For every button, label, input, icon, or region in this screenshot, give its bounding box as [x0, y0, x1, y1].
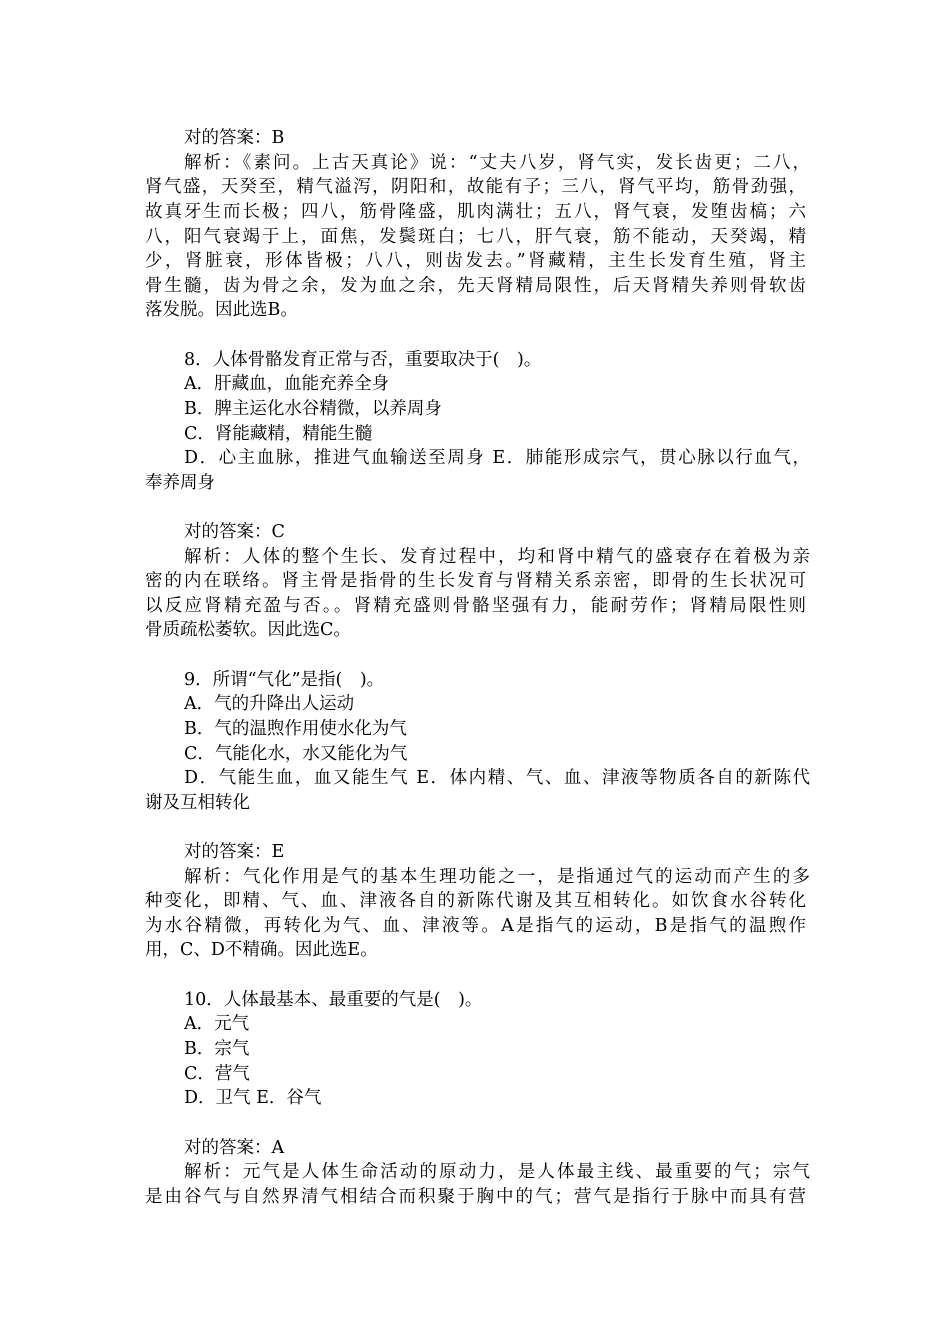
option-c: C．肾能藏精，精能生髓: [184, 424, 373, 444]
option-a: A．肝藏血，血能充养全身: [184, 374, 390, 394]
option-c: C．营气: [184, 1064, 250, 1084]
analysis-line: 解析：《素问。上古天真论》说：“丈夫八岁，肾气实，发长齿更；二八，: [184, 153, 810, 173]
analysis-line: 密的内在联络。肾主骨是指骨的生长发育与肾精关系亲密，即骨的生长状况可: [145, 571, 806, 591]
analysis-line: 落发脱。因此选B。: [145, 300, 298, 320]
option-d-e: D．气能生血，血又能生气 E．体内精、气、血、津液等物质各自的新陈代: [184, 768, 810, 788]
question-text: 8．人体骨骼发育正常与否，重要取决于( )。: [184, 350, 542, 370]
analysis-line: 肾气盛，天癸至，精气溢泻，阴阳和，故能有子；三八，肾气平均，筋骨劲强，: [145, 177, 806, 197]
option-b: B．气的温煦作用使水化为气: [184, 719, 407, 739]
option-d-e: D．卫气 E．谷气: [184, 1088, 322, 1108]
analysis-line: 解析：气化作用是气的基本生理功能之一，是指通过气的运动而产生的多: [184, 867, 810, 887]
answer-label: 对的答案：E: [184, 842, 285, 862]
option-e-continued: 谢及互相转化: [145, 793, 250, 813]
analysis-line: 为水谷精微，再转化为气、血、津液等。A是指气的运动，B是指气的温煦作: [145, 916, 806, 936]
option-b: B．脾主运化水谷精微，以养周身: [184, 399, 442, 419]
answer-label: 对的答案：A: [184, 1138, 285, 1158]
option-c: C．气能化水，水又能化为气: [184, 744, 408, 764]
analysis-line: 种变化，即精、气、血、津液各自的新陈代谢及其互相转化。如饮食水谷转化: [145, 891, 806, 911]
question-text: 9．所谓“气化”是指( )。: [184, 670, 385, 690]
option-a: A．气的升降出人运动: [184, 694, 355, 714]
option-a: A．元气: [184, 1014, 250, 1034]
option-e-continued: 奉养周身: [145, 473, 215, 493]
analysis-line: 是由谷气与自然界清气相结合而积聚于胸中的气；营气是指行于脉中而具有营: [145, 1187, 806, 1207]
analysis-line: 故真牙生而长极；四八，筋骨隆盛，肌肉满壮；五八，肾气衰，发堕齿槁；六: [145, 202, 806, 222]
answer-label: 对的答案：B: [184, 128, 285, 148]
analysis-line: 解析：元气是人体生命活动的原动力，是人体最主线、最重要的气；宗气: [184, 1162, 810, 1182]
option-b: B．宗气: [184, 1039, 250, 1059]
question-text: 10．人体最基本、最重要的气是( )。: [184, 990, 483, 1010]
answer-label: 对的答案：C: [184, 522, 285, 542]
analysis-line: 八，阳气衰竭于上，面焦，发鬓斑白；七八，肝气衰，筋不能动，天癸竭，精: [145, 227, 806, 247]
analysis-line: 骨生髓，齿为骨之余，发为血之余，先天肾精局限性，后天肾精失养则骨软齿: [145, 276, 806, 296]
analysis-line: 以反应肾精充盈与否。。肾精充盛则骨骼坚强有力，能耐劳作；肾精局限性则: [145, 596, 806, 616]
option-d-e: D．心主血脉，推进气血输送至周身 E．肺能形成宗气，贯心脉以行血气，: [184, 448, 810, 468]
analysis-line: 解析：人体的整个生长、发育过程中，均和肾中精气的盛衰存在着极为亲: [184, 547, 810, 567]
analysis-line: 少，肾脏衰，形体皆极；八八，则齿发去。”肾藏精，主生长发育生殖，肾主: [145, 251, 806, 271]
analysis-line: 用，C、D不精确。因此选E。: [145, 940, 378, 960]
analysis-line: 骨质疏松萎软。因此选C。: [145, 620, 351, 640]
